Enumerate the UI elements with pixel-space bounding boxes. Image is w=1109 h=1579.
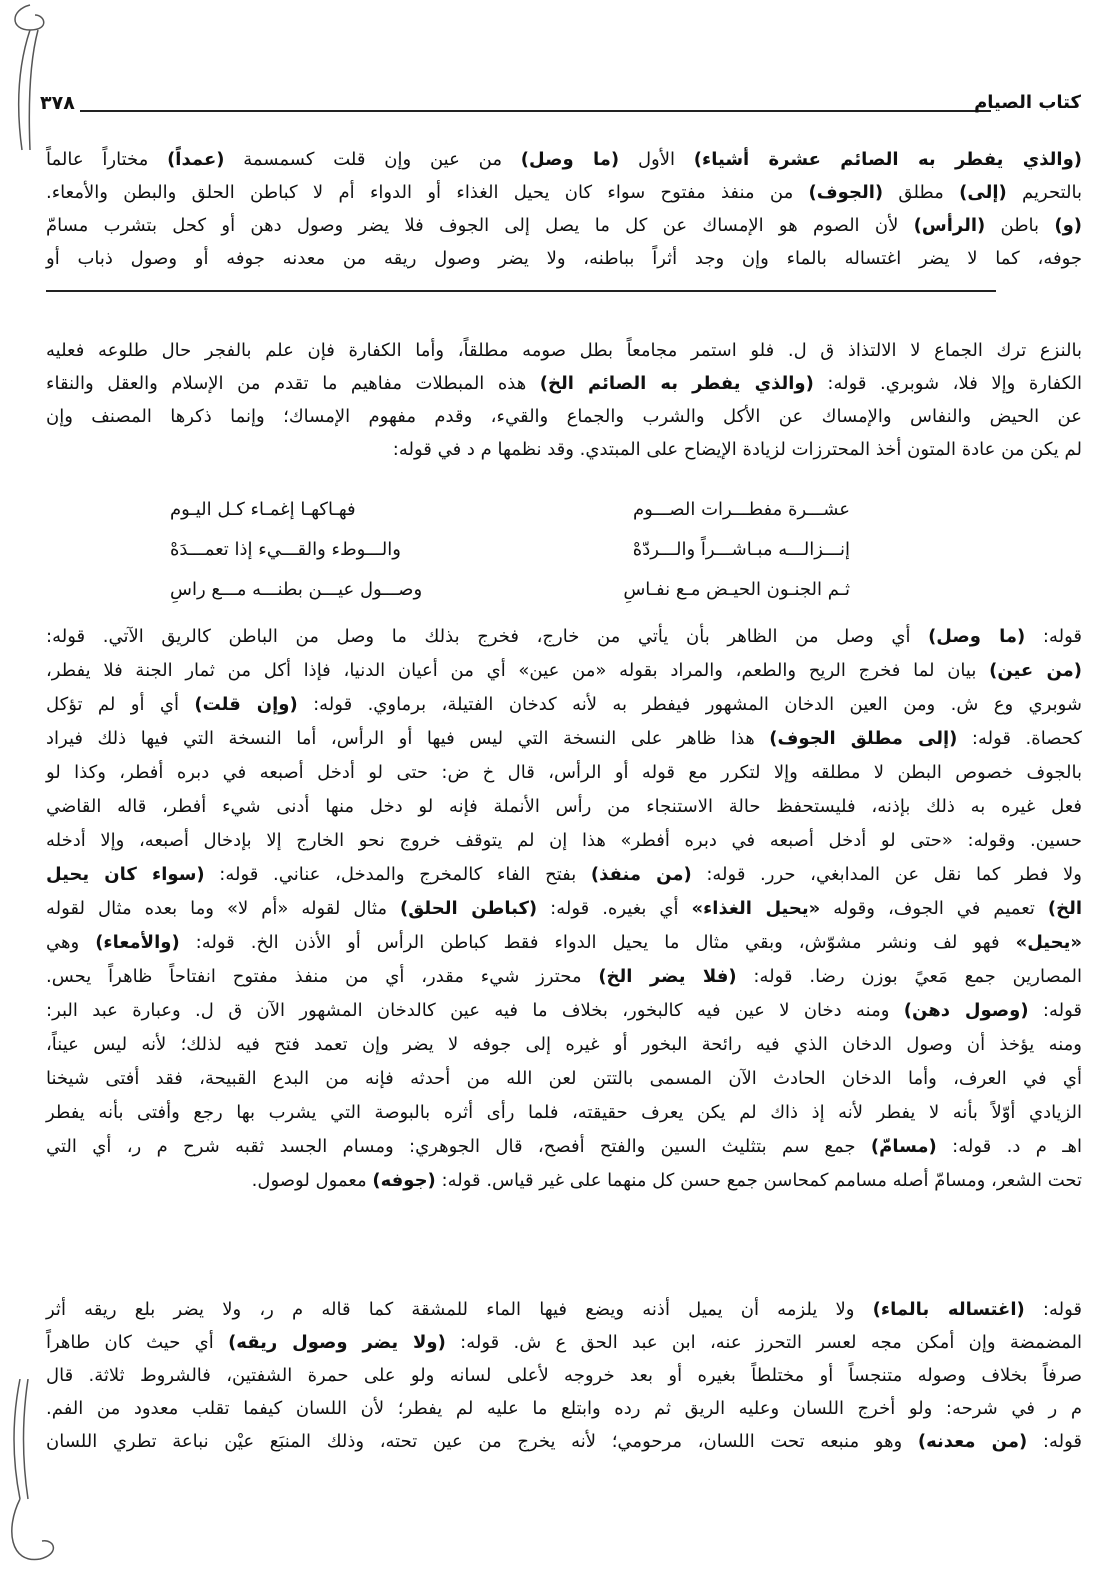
text-run: مختاراً عالماً (46, 149, 168, 170)
text-run: أي أو لم تؤكل (46, 694, 195, 715)
commentary-paragraph-2 (46, 620, 1082, 1198)
bold-quote: (جوفه) (372, 1170, 436, 1191)
text-line (46, 994, 1082, 1028)
text-run: أي حيث كان طاهراً (46, 1332, 229, 1353)
bold-quote: (من منفذ) (590, 864, 692, 885)
bold-quote: (وصول دهن) (903, 1000, 1029, 1021)
text-run: قوله: (1024, 1299, 1082, 1320)
text-run: هذا ظاهر على النسخة التي ليس فيها أو الرأس، أما النسخة التي فيها ذلك فيراد (46, 728, 770, 749)
text-run: مطلق (883, 182, 960, 203)
bold-quote: (والأمعاء) (95, 932, 180, 953)
text-run: جمع سم بتثليث السين والفتح أفصح، قال الجوهري: ومسام الجسد ثقبه شرح م ر، أي التي (46, 1136, 871, 1157)
footnote-separator (46, 290, 996, 292)
text-run: لأن الصوم هو الإمساك عن كل ما يصل إلى الجوف فلا يضر وصول دهن أو كحل بتشرب مسامّ (46, 215, 914, 236)
text-line (46, 143, 1082, 176)
text-line (46, 1096, 1082, 1130)
text-run: قوله: (1025, 626, 1082, 647)
text-run: معمول لوصول. (251, 1170, 373, 1191)
text-run: الزيادي أوّلاً بأنه لا يفطر لأنه إذ ذاك لم يكن يعرف حقيقته، فلما رأى أثره بالبوصة التي يشرب بها رجع وأفتى بأنه يفطر (46, 1102, 1082, 1123)
bold-quote: (سواء كان يحيل (46, 864, 205, 885)
text-line (46, 1028, 1082, 1062)
text-line (46, 654, 1082, 688)
bold-quote: (عمداً) (167, 149, 225, 170)
poem-verse (170, 570, 850, 610)
bold-quote: (ما وصل) (928, 626, 1026, 647)
text-line (46, 1359, 1082, 1392)
hemistich-right: ثـم الجنـون الحيـض مـع نفـاسِ (623, 579, 850, 600)
bold-quote: (الجوف) (808, 182, 884, 203)
text-line (46, 858, 1082, 892)
text-run: ومنه دخان لا عين فيه كالبخور، بخلاف ما فيه عين كالدخان المشهور الآن ق ل. وعبارة عبد البر: (46, 1000, 904, 1021)
text-run: حسين. وقوله: «حتى لو أدخل أصبعه في دبره أفطر» هذا إن لم يتوقف خروج نحو الخارج إلا بإدخال أصبعه، وإلا أدخله (46, 830, 1082, 851)
text-run: وهو منبعه تحت اللسان، مرحومي؛ لأنه يخرج من عين تحته، وذلك المنبَع عيْن نباعة تطري اللسان (46, 1431, 918, 1452)
poem-verse (170, 490, 850, 530)
text-run: فعل غيره به ذلك بإذنه، فليستحفظ حالة الاستنجاء من رأس الأنملة فإنه لو دخل منها أدنى شيء أفطر، قاله القاضي (46, 796, 1082, 817)
poem (170, 490, 850, 610)
text-run: م ر في شرحه: ولو أخرج اللسان وعليه الريق ثم رده وابتلع ما عليه لم يفطر؛ لأن اللسان كيفما تقلب معدود من الفم. (46, 1398, 1082, 1419)
bold-quote: «يحيل» (1015, 932, 1082, 953)
text-run: الأول (619, 149, 694, 170)
text-run: شوبري وع ش. ومن العين الدخان المشهور فيفطر به لأنه كدخان الفتيلة، برماوي. قوله: (297, 694, 1082, 715)
text-line (46, 790, 1082, 824)
bold-quote: (اغتساله بالماء) (872, 1299, 1025, 1320)
text-run: بيان لما فخرج الريح والطعم، والمراد بقوله «من عين» أي من أعيان الدنيا، فإذا أكل من ثمار الجنة فلا يفطر، (46, 660, 990, 681)
text-run: محترز شيء مقدر، أي من منفذ مفتوح انفتاحاً ظاهراً يحس. (46, 966, 599, 987)
bold-quote: (من عين) (989, 660, 1083, 681)
text-run: جوفه، كما لا يضر اغتساله بالماء وإن وجد أثراً بباطنه، ولا يضر وصول ريقه من معدنه جوفه أو وصول ذباب أو (46, 248, 1082, 269)
text-line (46, 722, 1082, 756)
bold-quote: (فلا يضر الخ) (598, 966, 737, 987)
header-rule (80, 110, 991, 112)
text-run: هذه المبطلات مفاهيم ما تقدم من الإسلام والعقل والنقاء (46, 373, 540, 394)
text-run: ولا فطر كما نقل عن المدابغي، حرر. قوله: (691, 864, 1082, 885)
bold-quote: (ما وصل) (520, 149, 620, 170)
text-run: أي وصل من الظاهر بأن يأتي من خارج، فخرج بذلك ما وصل من الباطن كالريق الآتي. قوله: (46, 626, 929, 647)
text-run: بالنزع ترك الجماع لا الالتذاذ ق ل. فلو استمر مجامعاً بطل صومه مطلقاً، وأما الكفارة فإن علم بالفجر حال طلوعه فعليه (46, 340, 1082, 361)
text-run: باطن (985, 215, 1055, 236)
text-run: من عين وإن قلت كسمسمة (224, 149, 521, 170)
text-run: لم يكن من عادة المتون أخذ المحترزات لزيادة الإيضاح على المبتدي. وقد نظمها م د في قوله: (392, 439, 1082, 460)
text-line (46, 688, 1082, 722)
bold-quote: (إلى) (959, 182, 1007, 203)
hemistich-left: وصـــول عيـــن بطنـــه مـــع راسِ (170, 579, 423, 600)
text-line (46, 1392, 1082, 1425)
text-line (46, 176, 1082, 209)
hemistich-right: عشـــرة مفطـــرات الصـــوم (633, 499, 850, 520)
bold-quote: (والذي يفطر به الصائم عشرة أشياء) (693, 149, 1082, 170)
text-run: ومنه يؤخذ أن وصول الدخان الذي فيه رائحة البخور أو غيره إلى جوفه لا يضر وإن تعمد فتح فيه لذلك؛ لأنه ليس عيناً، (46, 1034, 1082, 1055)
text-line (46, 756, 1082, 790)
text-line (46, 334, 1082, 367)
text-line (46, 892, 1082, 926)
text-line (46, 824, 1082, 858)
text-line (46, 1425, 1082, 1458)
text-run: تحت الشعر، ومسامّ أصله مسامم كمحاسن جمع حسن كل منهما على غير قياس. قوله: (435, 1170, 1082, 1191)
text-line (46, 433, 1082, 466)
text-run: كحصاة. قوله: (957, 728, 1082, 749)
main-text (46, 143, 1082, 275)
text-line (46, 620, 1082, 654)
bold-quote: (كباطن الحلق) (399, 898, 538, 919)
bold-quote: (وإن قلت) (194, 694, 298, 715)
text-run: تعميم في الجوف، وقوله (820, 898, 1048, 919)
text-run: بفتح الفاء كالمخرج والمدخل، عناني. قوله: (204, 864, 591, 885)
hemistich-left: فهـاكهـا إغمـاء كـل اليـوم (170, 499, 356, 520)
bold-quote: الخ) (1047, 898, 1083, 919)
text-run: بالجوف خصوص البطن لا مطلقه وإلا لتكرر مع قوله أو الرأس، قال خ ض: حتى لو أدخل أصبعه في دبره أفطر، وكذا لو (46, 762, 1082, 783)
bold-quote: (ولا يضر وصول ريقه) (228, 1332, 446, 1353)
text-run: ولا يلزمه أن يميل أذنه ويضع فيها الماء للمشقة كما قاله م ر، ولا يضر بلع ريقه أثر (46, 1299, 873, 1320)
text-line (46, 1164, 1082, 1198)
commentary-paragraph-3 (46, 1293, 1082, 1458)
text-run: فهو لف ونشر مشوّش، وبقي مثال ما يحيل الدواء فقط كباطن الرأس أو الأذن الخ. قوله: (179, 932, 1016, 953)
text-run: عن الحيض والنفاس والإمساك عن الأكل والشرب والجماع والقيء، وقدم مفهوم الإمساك؛ وإنما ذكرها المصنف وإن (46, 406, 1082, 427)
bold-quote: (و) (1054, 215, 1083, 236)
text-run: من منفذ مفتوح سواء كان يحيل الغذاء أو الدواء أم لا كباطن الحلق والبطن والأمعاء. (46, 182, 809, 203)
text-line (46, 1326, 1082, 1359)
text-line (46, 1062, 1082, 1096)
text-run: اهـ م د. قوله: (936, 1136, 1082, 1157)
text-run: صرفاً بخلاف وصوله متنجساً أو مختلطاً بغيره أو بعد خروجه لأعلى لسانه ولو على حمرة الشفتين، فالشروط ثلاثة. قال (46, 1365, 1082, 1386)
commentary-paragraph-1 (46, 334, 1082, 466)
bold-quote: (الرأس) (913, 215, 986, 236)
text-run: قوله: (1027, 1431, 1082, 1452)
text-run: المصارين جمع مَعيً بوزن رضا. قوله: (736, 966, 1082, 987)
bold-quote: (من معدنه) (917, 1431, 1028, 1452)
text-run: وهي (46, 932, 96, 953)
hemistich-right: إنـــزالـــه مبـاشـــراً والـــردّهْ (632, 539, 850, 560)
text-run: المضمضة وإن أمكن مجه لعسر التحرز عنه، ابن عبد الحق ع ش. قوله: (445, 1332, 1083, 1353)
text-line (46, 209, 1082, 242)
text-run: مثال لقوله «أم لا» وما بعده مثال لقوله (46, 898, 400, 919)
text-line (46, 242, 1082, 275)
page-number: ٣٧٨ (40, 92, 75, 114)
text-line (46, 1130, 1082, 1164)
running-title: كتاب الصيام (974, 92, 1081, 113)
bold-quote: (إلى مطلق الجوف) (769, 728, 958, 749)
poem-verse (170, 530, 850, 570)
margin-ornament-top (0, 0, 60, 160)
text-run: بالتحريم (1006, 182, 1082, 203)
bold-quote: (والذي يفطر به الصائم الخ) (539, 373, 814, 394)
text-run: الكفارة وإلا فلا، شوبري. قوله: (813, 373, 1082, 394)
text-run: أي في العرف، وأما الدخان الحادث الآن المسمى بالتتن لعن الله من أحدثه فإنه من البدع القبيحة، فقد أفتى شيخنا (46, 1068, 1082, 1089)
text-line (46, 926, 1082, 960)
hemistich-left: والـــوطء والقـــيء إذا تعمـــدَهْ (170, 539, 401, 560)
text-run: قوله: (1028, 1000, 1082, 1021)
text-line (46, 367, 1082, 400)
text-line (46, 1293, 1082, 1326)
bold-quote: (مسامّ) (870, 1136, 937, 1157)
text-run: أي بغيره. قوله: (537, 898, 692, 919)
text-line (46, 960, 1082, 994)
bold-quote: «يحيل الغذاء» (691, 898, 821, 919)
text-line (46, 400, 1082, 433)
